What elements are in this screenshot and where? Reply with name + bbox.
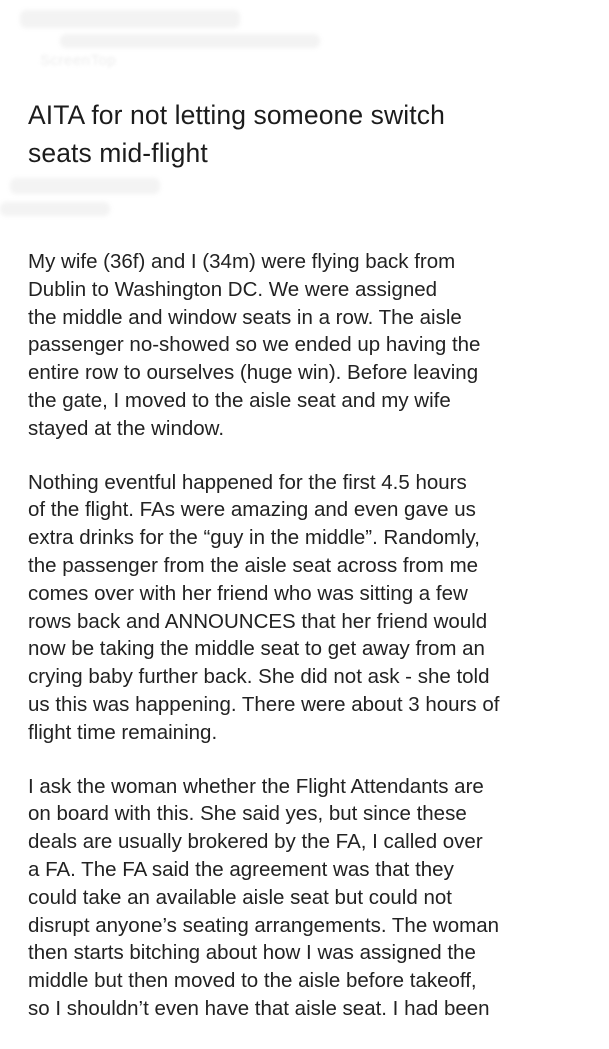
post-title [28, 96, 588, 172]
paragraph-line: deals are usually brokered by the FA, I called over [28, 830, 483, 854]
paragraph-line: I ask the woman whether the Flight Attendants are [28, 774, 484, 798]
post-paragraph [28, 248, 588, 443]
paragraph-line: crying baby further back. She did not ask - she told [28, 665, 490, 689]
paragraph-line: extra drinks for the “guy in the middle”. Randomly, [28, 526, 480, 550]
paragraph-line: on board with this. She said yes, but since these [28, 802, 467, 826]
faded-header-bar [20, 10, 240, 28]
paragraph-line: now be taking the middle seat to get away from an [28, 637, 485, 661]
paragraph-line: disrupt anyone’s seating arrangements. The woman [28, 913, 500, 937]
paragraph-line: the middle and window seats in a row. The aisle [28, 305, 462, 329]
paragraph-line: the passenger from the aisle seat across from me [28, 553, 479, 577]
paragraph-line: rows back and ANNOUNCES that her friend would [28, 609, 488, 633]
post-body [28, 248, 588, 1049]
post-paragraph [28, 773, 588, 1023]
paragraph-line: us this was happening. There were about 3 hours of [28, 692, 500, 716]
faded-header-label: ScreenTop [40, 52, 117, 69]
paragraph-line: Dublin to Washington DC. We were assigned [28, 277, 438, 301]
faded-divider-bar [0, 202, 110, 216]
paragraph-line: comes over with her friend who was sitting a few [28, 581, 468, 605]
paragraph-line: My wife (36f) and I (34m) were flying back from [28, 250, 456, 273]
faded-header-bar [60, 34, 320, 48]
paragraph-line: a FA. The FA said the agreement was that they [28, 857, 454, 881]
faded-divider-bar [10, 178, 160, 194]
post-paragraph [28, 469, 588, 747]
post-title-line: seats mid-flight [28, 138, 208, 168]
paragraph-line: the gate, I moved to the aisle seat and my wife [28, 388, 451, 412]
paragraph-line: entire row to ourselves (huge win). Before leaving [28, 361, 479, 385]
paragraph-line: of the flight. FAs were amazing and even gave us [28, 498, 476, 522]
paragraph-line: Nothing eventful happened for the first 4.5 hours [28, 470, 467, 494]
post-title-line: AITA for not letting someone switch [28, 100, 445, 130]
paragraph-line: so I shouldn’t even have that aisle seat. I had been [28, 996, 490, 1020]
paragraph-line: flight time remaining. [28, 720, 218, 744]
paragraph-line: passenger no-showed so we ended up having the [28, 333, 481, 357]
paragraph-line: middle but then moved to the aisle before takeoff, [28, 969, 477, 993]
paragraph-line: then starts bitching about how I was assigned the [28, 941, 476, 965]
paragraph-line: could take an available aisle seat but could not [28, 885, 452, 909]
paragraph-line: stayed at the window. [28, 416, 225, 440]
faded-header-area [0, 0, 609, 90]
faded-divider-area [0, 170, 200, 230]
